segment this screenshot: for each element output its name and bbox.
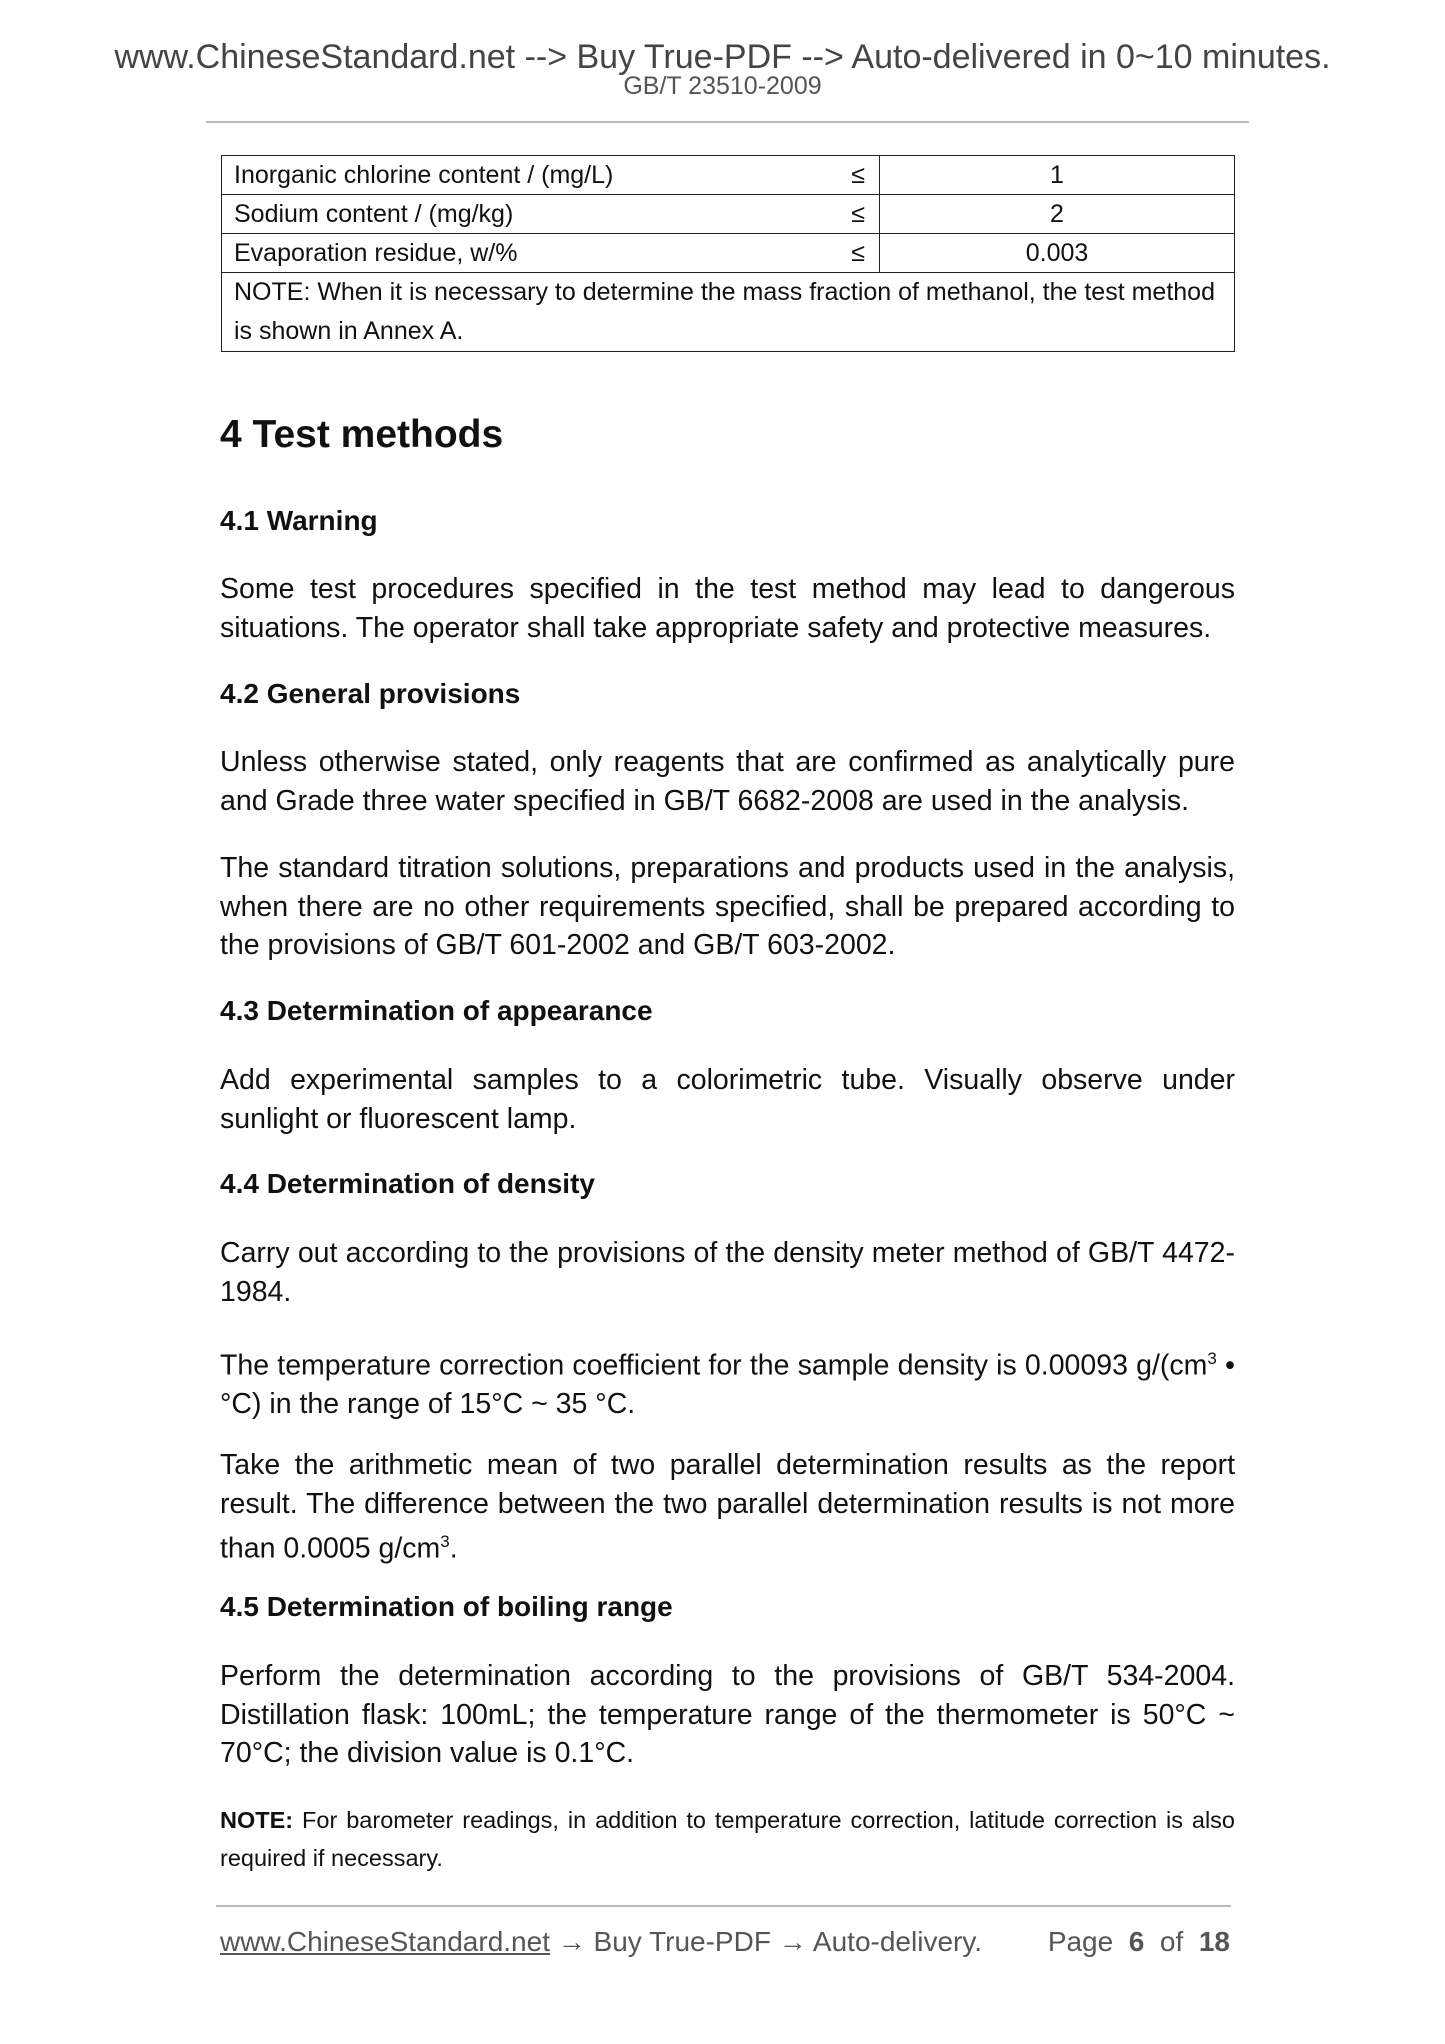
value-cell: 0.003: [880, 234, 1235, 273]
note-text: For barometer readings, in addition to temperature correction, latitude correction is also required if necessary.: [220, 1807, 1235, 1871]
document-id: GB/T 23510-2009: [623, 72, 822, 100]
superscript: 3: [1207, 1349, 1217, 1368]
text: Take the arithmetic mean of two parallel determination results as the report result. The difference between the two parallel determination results is not more than 0.0005 g/cm: [220, 1449, 1235, 1565]
table-row: [222, 234, 1235, 273]
page-indicator: [1048, 1926, 1230, 1958]
item-cell: Inorganic chlorine content / (mg/L): [222, 156, 834, 195]
heading-4-2: 4.2 General provisions: [220, 678, 521, 709]
note-label: NOTE:: [220, 1807, 294, 1833]
table-row: [222, 195, 1235, 234]
paragraph: Unless otherwise stated, only reagents that are confirmed as analytically pure and Grade three water specified in GB/T 6682-2008 are used in the analysis.: [220, 746, 1235, 817]
heading-4-5: 4.5 Determination of boiling range: [220, 1591, 673, 1622]
operator-cell: ≤: [833, 156, 880, 195]
page-number: 6: [1128, 1926, 1145, 1957]
footer: [220, 1926, 1230, 1958]
header-divider: [206, 121, 1249, 123]
superscript: 3: [440, 1532, 450, 1551]
paragraph: The standard titration solutions, preparations and products used in the analysis, when there are no other requirements specified, shall be prepared according to the provisions of GB/T 601-2002 and GB/T 603-2002.: [220, 852, 1235, 961]
paragraph: Add experimental samples to a colorimetric tube. Visually observe under sunlight or fluorescent lamp.: [220, 1064, 1235, 1135]
note: [220, 1801, 1235, 1877]
of-label: of: [1159, 1926, 1184, 1957]
text: .: [449, 1532, 458, 1565]
table-row: [222, 156, 1235, 195]
footer-divider: [216, 1905, 1231, 1907]
table-note: NOTE: When it is necessary to determine the mass fraction of methanol, the test method is shown in Annex A.: [222, 273, 1235, 352]
header-banner: www.ChineseStandard.net --> Buy True-PDF --> Auto-delivered in 0~10 minutes.: [114, 38, 1331, 76]
paragraph: Some test procedures specified in the test method may lead to dangerous situations. The operator shall take appropriate safety and protective measures.: [220, 573, 1235, 644]
paragraph: [220, 1340, 1235, 1424]
footer-link[interactable]: www.ChineseStandard.net: [220, 1926, 550, 1957]
value-cell: 1: [880, 156, 1235, 195]
operator-cell: ≤: [833, 234, 880, 273]
item-cell: Evaporation residue, w/%: [222, 234, 834, 273]
spec-table: [221, 155, 1235, 352]
value-cell: 2: [880, 195, 1235, 234]
heading-4-3: 4.3 Determination of appearance: [220, 995, 653, 1026]
page-total: 18: [1198, 1926, 1230, 1957]
operator-cell: ≤: [833, 195, 880, 234]
paragraph: Carry out according to the provisions of the density meter method of GB/T 4472-1984.: [220, 1237, 1235, 1308]
text: The temperature correction coefficient for the sample density is 0.00093 g/(cm: [220, 1349, 1208, 1382]
table-note-row: [222, 273, 1235, 352]
section-title: 4 Test methods: [220, 413, 504, 456]
page-label: Page: [1047, 1926, 1114, 1957]
item-cell: Sodium content / (mg/kg): [222, 195, 834, 234]
paragraph: [220, 1446, 1235, 1568]
paragraph: Perform the determination according to the provisions of GB/T 534-2004. Distillation flask: 100mL; the temperature range of the thermometer is 50°C ~ 70°C; the division value is 0.1°C.: [220, 1660, 1235, 1769]
footer-text: → Buy True-PDF → Auto-delivery.: [549, 1926, 983, 1957]
heading-4-1: 4.1 Warning: [220, 505, 378, 536]
heading-4-4: 4.4 Determination of density: [220, 1168, 595, 1199]
text: • °C) in the range of 15°C ~ 35 °C.: [220, 1349, 1235, 1420]
